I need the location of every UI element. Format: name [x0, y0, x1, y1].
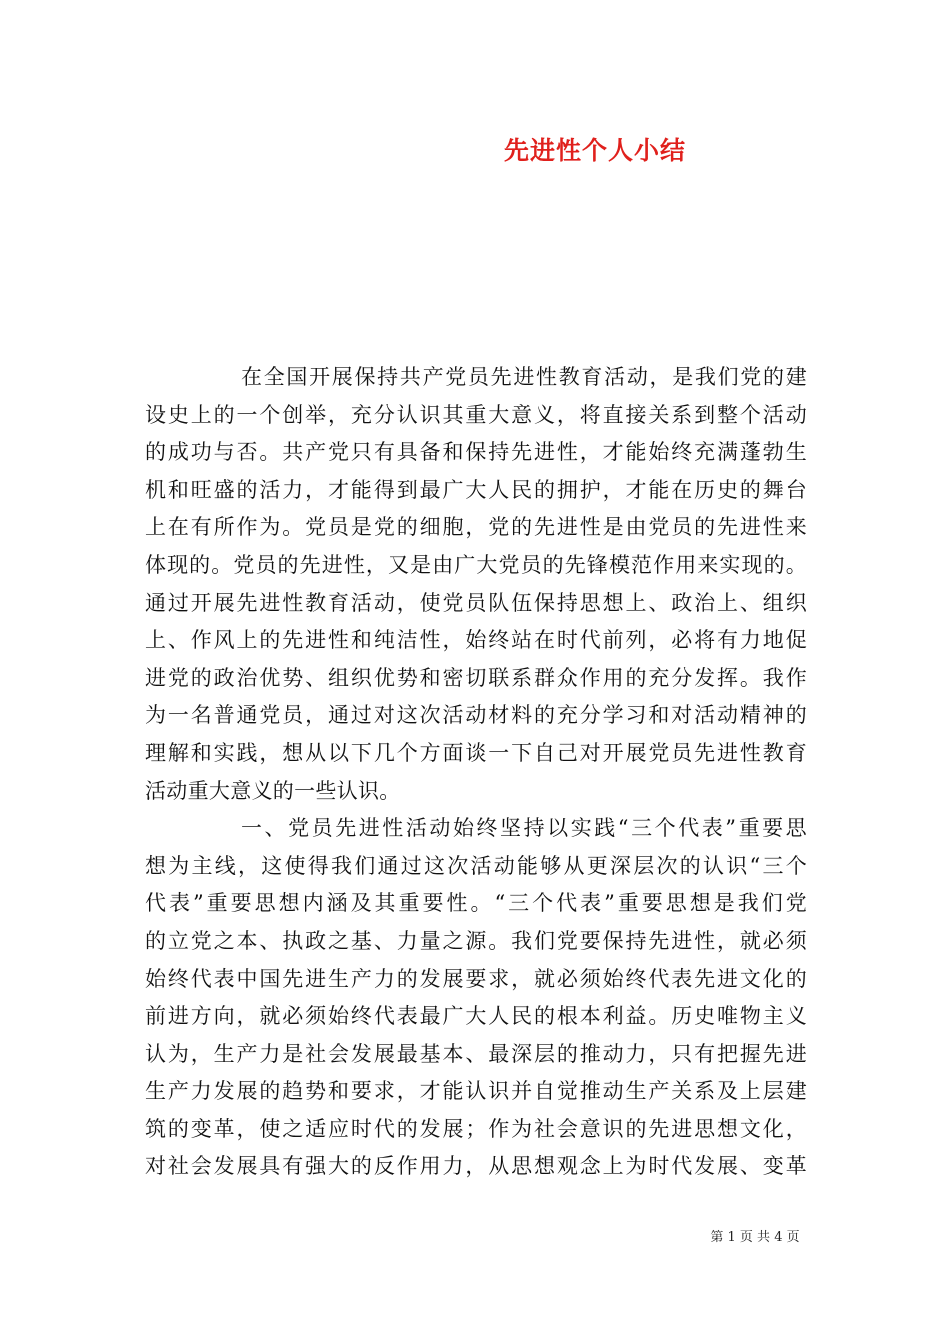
paragraph-1-line: 设史上的一个创举，充分认识其重大意义，将直接关系到整个活动: [145, 402, 807, 427]
paragraph-1-line: 活动重大意义的一些认识。: [145, 778, 401, 803]
paragraph-2-line: 对社会发展具有强大的反作用力，从思想观念上为时代发展、变革: [145, 1154, 807, 1179]
paragraph-1-line: 体现的。党员的先进性，又是由广大党员的先锋模范作用来实现的。: [145, 552, 807, 577]
paragraph-2-line: 代表”重要思想内涵及其重要性。“三个代表”重要思想是我们党: [145, 891, 807, 916]
paragraph-1-line: 上在有所作为。党员是党的细胞，党的先进性是由党员的先进性来: [145, 515, 807, 540]
paragraph-2-line: 生产力发展的趋势和要求，才能认识并自觉推动生产关系及上层建: [145, 1079, 807, 1104]
paragraph-1-line: 上、作风上的先进性和纯洁性，始终站在时代前列，必将有力地促: [145, 628, 807, 653]
paragraph-2-line: 认为，生产力是社会发展最基本、最深层的推动力，只有把握先进: [145, 1041, 807, 1066]
paragraph-2-line: 一、党员先进性活动始终坚持以实践“三个代表”重要思: [241, 816, 807, 841]
document-title: 先进性个人小结: [503, 136, 686, 165]
paragraph-1-line: 通过开展先进性教育活动，使党员队伍保持思想上、政治上、组织: [145, 590, 807, 615]
paragraph-2-line: 始终代表中国先进生产力的发展要求，就必须始终代表先进文化的: [145, 966, 807, 991]
paragraph-2-line: 的立党之本、执政之基、力量之源。我们党要保持先进性，就必须: [145, 928, 807, 953]
paragraph-1-line: 机和旺盛的活力，才能得到最广大人民的拥护，才能在历史的舞台: [145, 477, 807, 502]
paragraph-1-line: 理解和实践，想从以下几个方面谈一下自己对开展党员先进性教育: [145, 740, 807, 765]
paragraph-1-line: 为一名普通党员，通过对这次活动材料的充分学习和对活动精神的: [145, 703, 807, 728]
paragraph-2-line: 想为主线，这使得我们通过这次活动能够从更深层次的认识“三个: [145, 853, 807, 878]
paragraph-1-line: 的成功与否。共产党只有具备和保持先进性，才能始终充满蓬勃生: [145, 440, 807, 465]
document-body: [145, 359, 807, 1186]
paragraph-1-line: 在全国开展保持共产党员先进性教育活动，是我们党的建: [241, 365, 807, 389]
paragraph-2-line: 筑的变革，使之适应时代的发展；作为社会意识的先进思想文化，: [145, 1116, 807, 1141]
page-number-footer: 第 1 页 共 4 页: [710, 1230, 800, 1245]
paragraph-1-line: 进党的政治优势、组织优势和密切联系群众作用的充分发挥。我作: [145, 665, 807, 690]
paragraph-2-line: 前进方向，就必须始终代表最广大人民的根本利益。历史唯物主义: [145, 1004, 807, 1029]
